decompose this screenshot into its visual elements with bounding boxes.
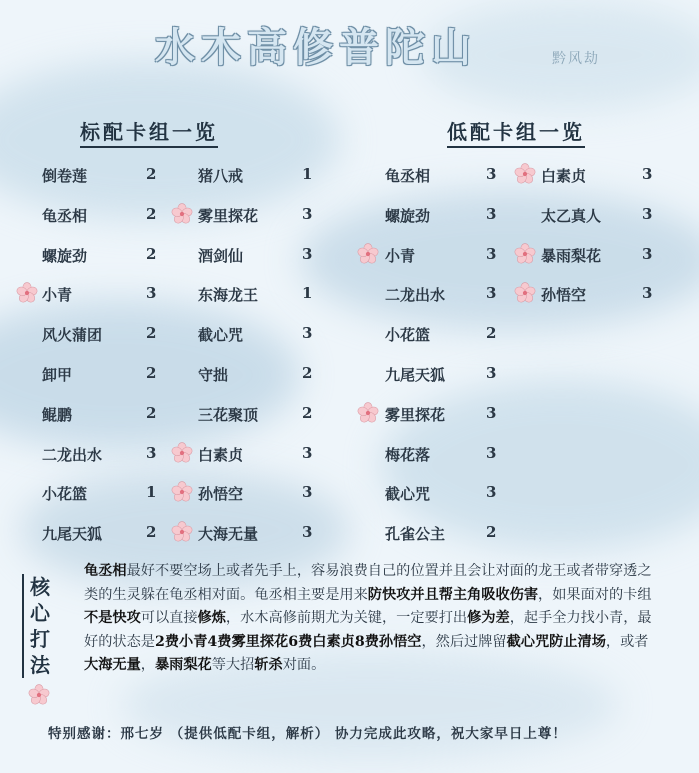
card-count: 2: [146, 165, 157, 183]
card-name: 小青: [42, 286, 73, 305]
card-count: 3: [302, 324, 313, 343]
flower-icon: [171, 203, 193, 225]
flower-icon: [514, 243, 536, 265]
card-name: 龟丞相: [385, 167, 431, 185]
card-count: 2: [146, 403, 157, 422]
flower-icon: [171, 521, 193, 543]
core-highlight: 暴雨梨花: [154, 657, 212, 673]
flower-icon: [171, 442, 193, 464]
card-name: 二龙出水: [385, 286, 446, 305]
card-name: 梅花落: [385, 445, 431, 464]
author-signature: 黔风劫: [552, 51, 600, 67]
core-sentence: 最好不要空场上或者先手上，容易浪费自己的位置并且会让对面的龙王或者带穿透之类的生灵躲在龟丞相对面。龟丞相主要是用来: [84, 563, 652, 603]
card-count: 3: [642, 284, 653, 303]
card-count: 2: [486, 324, 497, 343]
card-count: 3: [486, 443, 497, 462]
card-name: 二龙出水: [42, 445, 103, 464]
card-name: 大海无量: [198, 525, 259, 544]
core-sentence: ，如果面对的卡组: [538, 586, 652, 603]
card-count: 3: [302, 483, 313, 502]
core-highlight: 不是快攻: [84, 610, 141, 626]
flower-icon: [514, 282, 536, 304]
core-sentence: ，然后过牌留: [421, 633, 507, 650]
card-count: 2: [486, 523, 497, 542]
card-name: 孙悟空: [198, 485, 244, 504]
card-count: 2: [146, 523, 157, 542]
card-count: 2: [302, 364, 313, 382]
card-count: 3: [146, 284, 157, 303]
card-name: 风火蒲团: [42, 326, 103, 345]
card-name: 小花篮: [385, 326, 431, 345]
core-highlight: 防快攻并且帮主角吸收伤害: [367, 586, 539, 603]
card-name: 截心咒: [198, 326, 244, 345]
core-highlight: 大海无量: [84, 657, 141, 673]
card-count: 3: [302, 204, 313, 223]
card-count: 1: [302, 165, 313, 183]
core-sentence: 可以直接: [140, 610, 198, 626]
card-count: 3: [486, 165, 497, 183]
card-count: 2: [146, 324, 157, 343]
core-sentence: ，水木高修前期尤为关键，一定要打出: [225, 610, 468, 626]
card-count: 3: [486, 364, 497, 382]
card-count: 3: [302, 443, 313, 462]
card-count: 3: [302, 244, 313, 263]
card-name: 小花篮: [42, 485, 88, 504]
card-count: 3: [642, 244, 653, 263]
core-highlight: 龟丞相: [84, 563, 127, 579]
card-name: 孙悟空: [541, 286, 587, 305]
core-highlight: 截心咒防止清场: [506, 633, 606, 650]
core-sentence: ，: [140, 657, 155, 673]
card-count: 3: [642, 204, 653, 223]
card-name: 三花聚顶: [198, 405, 259, 424]
low-deck-heading: 低配卡组一览: [447, 116, 585, 148]
card-name: 白素贞: [198, 445, 244, 464]
card-count: 2: [146, 364, 157, 382]
core-highlight: 修炼: [197, 610, 226, 626]
card-name: 龟丞相: [42, 206, 88, 225]
card-name: 守拙: [198, 366, 229, 384]
standard-deck-heading: 标配卡组一览: [80, 116, 218, 148]
card-count: 3: [146, 443, 157, 462]
core-highlight: 斩杀: [254, 657, 283, 673]
card-count: 3: [642, 165, 653, 183]
card-name: 九尾天狐: [42, 525, 103, 544]
flower-icon: [16, 282, 38, 304]
card-name: 九尾天狐: [385, 366, 446, 384]
card-name: 截心咒: [385, 485, 431, 504]
card-name: 雾里探花: [198, 206, 259, 225]
page-title: 水木高修普陀山: [155, 24, 477, 71]
card-name: 孔雀公主: [385, 525, 446, 544]
card-name: 倒卷莲: [42, 167, 88, 185]
card-name: 小青: [385, 246, 416, 265]
card-name: 鲲鹏: [42, 405, 73, 424]
card-name: 白素贞: [541, 167, 587, 185]
card-count: 1: [302, 284, 313, 303]
card-name: 东海龙王: [198, 286, 259, 305]
thanks-note: 特别感谢：邢七岁 （提供低配卡组，解析） 协力完成此攻略，祝大家早日上尊！: [48, 726, 567, 742]
flower-icon: [28, 684, 50, 706]
card-name: 暴雨梨花: [541, 246, 602, 265]
card-count: 2: [146, 204, 157, 223]
card-count: 3: [486, 483, 497, 502]
core-sentence: 对面。: [282, 657, 326, 673]
flower-icon: [171, 481, 193, 503]
card-count: 3: [302, 523, 313, 542]
core-sentence: ，或者: [605, 633, 649, 650]
card-name: 卸甲: [42, 366, 73, 384]
flower-icon: [357, 243, 379, 265]
core-strategy-label: 核心打法: [22, 574, 60, 678]
card-count: 1: [146, 483, 157, 502]
card-count: 2: [302, 403, 313, 422]
flower-icon: [514, 163, 536, 185]
card-name: 雾里探花: [385, 405, 446, 424]
card-name: 螺旋劲: [42, 246, 88, 265]
card-name: 螺旋劲: [385, 206, 431, 225]
card-count: 3: [486, 244, 497, 263]
core-sentence: 等大招: [211, 657, 255, 673]
flower-icon: [357, 402, 379, 424]
card-count: 3: [486, 204, 497, 223]
card-name: 猪八戒: [198, 167, 244, 185]
card-count: 3: [486, 403, 497, 422]
core-sentence: ，起手全力找小青，最好的状态是: [84, 610, 652, 650]
core-strategy-text: [84, 560, 659, 678]
card-count: 3: [486, 284, 497, 303]
card-count: 2: [146, 244, 157, 263]
card-name: 酒剑仙: [198, 246, 244, 265]
card-name: 太乙真人: [541, 206, 602, 225]
core-highlight: 修为差: [467, 610, 510, 626]
core-highlight: 2费小青4费雾里探花6费白素贞8费孙悟空: [154, 633, 422, 650]
